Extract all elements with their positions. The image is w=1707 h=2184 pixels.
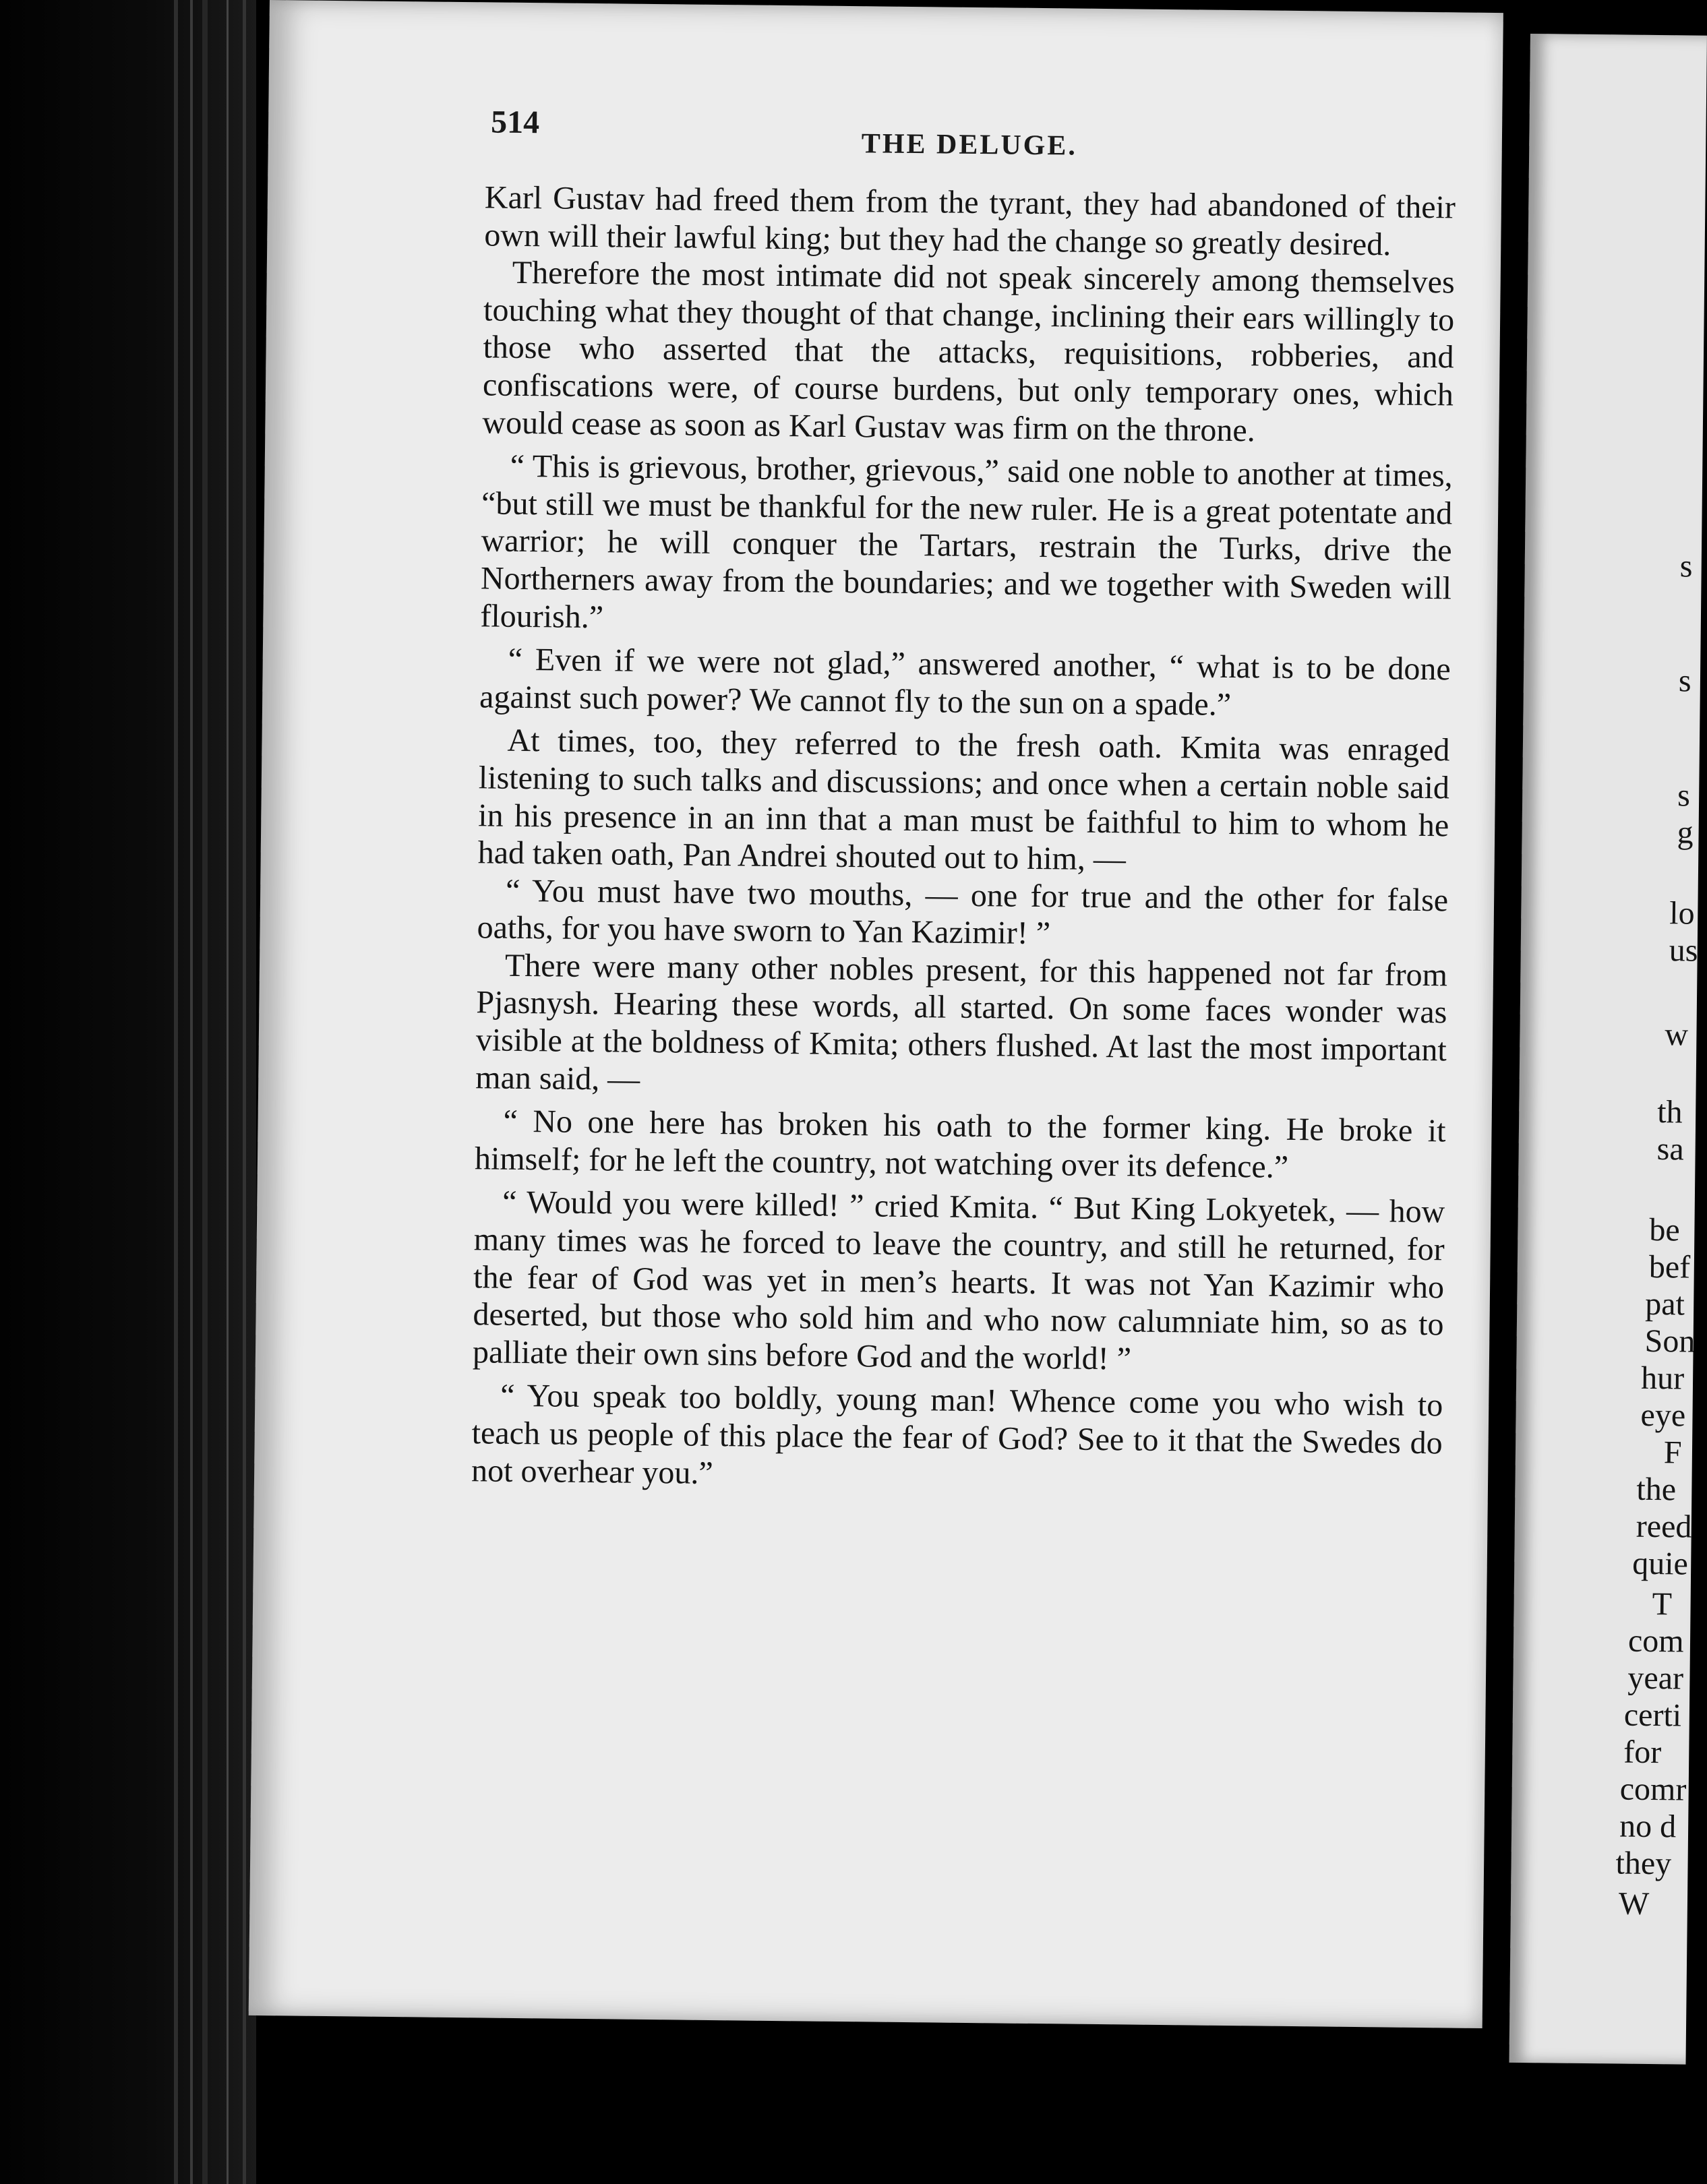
next-page-fragment: T: [1652, 1586, 1673, 1622]
binding-edge-line: [174, 0, 178, 2184]
paragraph: “ You must have two mouths, — one for true and the other for false oaths, for you have sworn to Yan Kazimir! ”: [477, 872, 1449, 952]
paragraph: “ This is grievous, brother, grievous,” said one noble to another at times, “but still we must be thankful for the new ruler. He is a great potentate and warrior; he will conquer the Tartars, restrain the Turks, drive the Northerners away from the boundaries; and we together with Sweden will flourish.”: [480, 448, 1453, 635]
paragraph: “ Even if we were not glad,” answered another, “ what is to be done against such power? We cannot fly to the sun on a spade.”: [479, 641, 1451, 723]
paragraph: “ Would you were killed! ” cried Kmita. “ But King Lokyetek, — how many times was he forced to leave the country, and still he returned, for the fear of God was yet in men’s hearts. It was not Yan Kazimir who deserted, but those who sold him and who now calumniate him, so as to palliate their own sins before God and the world! ”: [472, 1184, 1445, 1377]
next-page-fragment: th: [1656, 1094, 1683, 1130]
paragraph: There were many other nobles present, for this happened not far from Pjasnysh. Hearing these words, all started. On some faces wonder was visible at the boldness of Kmita; others flushed. At last the most important man said, —: [475, 947, 1448, 1097]
next-page-fragment: g: [1677, 814, 1694, 851]
page-number: 514: [490, 104, 540, 141]
next-page-fragment: comr: [1619, 1771, 1687, 1808]
next-page-fragment: eye: [1640, 1397, 1686, 1434]
paragraph: Therefore the most intimate did not speak sincerely among themselves touching what they thought of that change, inclining their ears willingly to those who asserted that the attacks, requisitions, robberies, and confiscations were, of course burdens, but only temporary ones, which would cease as soon as Karl Gustav was firm on the throne.: [482, 254, 1455, 448]
next-page-fragment: sa: [1656, 1131, 1684, 1167]
paragraph: Karl Gustav had freed them from the tyrant, they had abandoned of their own will their lawful king; but they had the change so greatly desired.: [484, 179, 1456, 263]
next-page-fragment: they: [1615, 1845, 1672, 1882]
next-page-fragment: for: [1623, 1734, 1662, 1771]
binding-edge-line: [190, 0, 193, 2184]
binding-edge-line: [227, 0, 229, 2184]
next-page-fragment: hur: [1640, 1360, 1685, 1397]
next-page-fragment: be: [1649, 1211, 1681, 1248]
next-page-edge: [1509, 34, 1707, 2065]
paragraph: “ No one here has broken his oath to the former king. He broke it himself; for he left the country, not watching over its defence.”: [474, 1103, 1446, 1185]
next-page-fragment: the: [1636, 1471, 1677, 1508]
next-page-fragment: us: [1669, 932, 1698, 969]
next-page-fragment: year: [1627, 1660, 1684, 1697]
next-page-fragment: com: [1627, 1622, 1684, 1660]
next-page-fragment: Son: [1644, 1323, 1696, 1360]
next-page-fragment: W: [1618, 1885, 1650, 1922]
next-page-fragment: s: [1678, 663, 1691, 699]
binding-edge-line: [243, 0, 246, 2184]
binding-edge-line: [202, 0, 208, 2184]
next-page-fragment: lo: [1669, 895, 1695, 932]
next-page-fragment: quie: [1631, 1545, 1689, 1582]
next-page-fragment: no d: [1619, 1808, 1677, 1845]
paragraph: “ You speak too boldly, young man! Whence come you who wish to teach us people of this place the fear of God? See to it that the Swedes do not overhear you.”: [471, 1378, 1443, 1491]
page-body-text: [471, 179, 1456, 1499]
next-page-fragment: certi: [1623, 1697, 1682, 1734]
paragraph: At times, too, they referred to the fresh oath. Kmita was enraged listening to such talks and discussions; and once when a certain noble said in his presence in an inn that a man must be faithful to him to whom he had taken oath, Pan Andrei shouted out to him, —: [477, 723, 1450, 878]
next-page-fragment: pat: [1644, 1285, 1685, 1323]
next-page-fragment: bef: [1648, 1248, 1691, 1285]
book-binding-gutter: [0, 0, 256, 2184]
next-page-fragment: w: [1665, 1017, 1689, 1053]
next-page-fragment: s: [1679, 548, 1693, 584]
next-page-fragment: F: [1663, 1434, 1682, 1471]
next-page-fragment: s: [1677, 777, 1691, 814]
running-head-title: THE DELUGE.: [861, 128, 1078, 162]
next-page-fragment: reed: [1636, 1508, 1692, 1545]
book-page: [249, 0, 1503, 2028]
